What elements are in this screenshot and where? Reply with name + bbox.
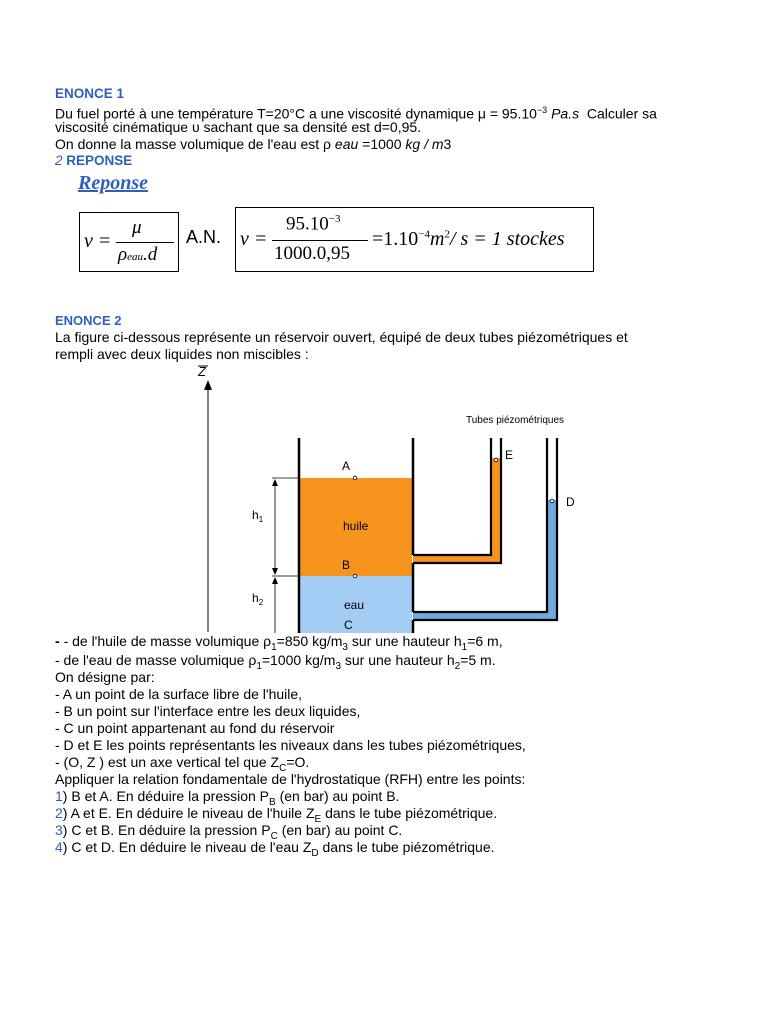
list-item: - A un point de la surface libre de l'huile, [55,686,303,702]
oil-description: - - de l'huile de masse volumique $\rho_1=850$ $kg/m_3$ sur une hauteur $h_1=6$ m, [55,633,503,656]
appliquer-line: Appliquer la relation fondamentale de l'hydrostatique (RFH) entre les points: [55,771,526,787]
point-c-label: C [344,618,353,632]
z-axis-label: Z [198,364,206,379]
point-e-label: E [505,448,514,462]
point-d-label: D [566,495,575,509]
reponse-title: Reponse [78,172,148,194]
oil-tube-vertical [492,458,500,562]
enonce2-heading: ENONCE 2 [55,313,122,328]
water-label: eau [344,598,365,612]
point-a [353,476,357,480]
formula-box-right: ν = $95.10^{-3}$ 1000.0,95 $=1.10^{-4}m^2/$ s = 1 stockes [235,207,594,272]
list-item: - B un point sur l'interface entre les deux liquides, [55,703,361,719]
z-axis-arrow [204,380,212,390]
question-2: 2) A et E. En déduire le niveau de l'huile $Z_E$ dans le tube piézométrique. [55,805,498,825]
point-d [550,499,554,503]
question-1: 1) B et A. En déduire la pression $P_B$ (en bar) au point B. [55,788,400,808]
oil-tube-outer-wall [413,438,501,563]
list-item: - D et E les points représentants les niveaux dans les tubes piézométriques, [55,737,526,753]
water-tube-inner-wall [413,438,547,612]
water-tube-outer-wall [413,438,557,620]
oil-tube-inner-wall [413,438,491,555]
enonce2-line1: La figure ci-dessous représente un réservoir ouvert, équipé de deux tubes piézométriques et [55,329,628,345]
h1-label: $h_1$ [252,508,264,524]
enonce1-heading: ENONCE 1 [55,86,125,101]
h2-label: $h_2$ [252,591,264,607]
an-label: A.N. [186,227,222,247]
point-e [494,458,498,462]
point-b-label: B [342,558,351,572]
point-a-label: A [342,459,351,473]
tubes-label: Tubes piézométriques [466,415,565,426]
water-tube-horizontal [413,613,556,619]
formula-box-left: ν = μ ρeau.d [79,212,179,272]
designe-line: On désigne par: [55,669,155,685]
question-3: 3) C et B. En déduire la pression $P_C$ (en bar) au point C. [55,822,403,842]
oil-label: huile [343,519,369,533]
reponse-heading: 2 REPONSE [55,153,133,168]
enonce2-line2: rempli avec deux liquides non miscibles : [55,346,309,362]
list-item: - C un point appartenant au fond du réservoir [55,720,335,736]
enonce1-line3: On donne la masse volumique de l'eau est ρ eau =1000 kg / m3 [55,136,452,152]
water-description: - de l'eau de masse volumique $\rho_1=1000$ $kg/m_3$ sur une hauteur $h_2=5$ m. [55,652,496,672]
point-b [353,574,357,578]
question-4: 4) C et D. En déduire le niveau de l'eau $Z_D$ dans le tube piézométrique. [55,839,495,859]
enonce1-line2: viscosité cinématique υ sachant que sa densité est d=0,95. [55,119,422,135]
oil-tube-horizontal [413,556,500,562]
axis-definition: - (O, Z ) est un axe vertical tel que $Z_C=O$. [55,754,310,774]
enonce1-line1: Du fuel porté à une température T=20°C a une viscosité dynamique $\mu = 95.10^{-3}$ Pa.s Calculer sa [55,105,657,122]
water-tube-vertical [548,500,556,619]
